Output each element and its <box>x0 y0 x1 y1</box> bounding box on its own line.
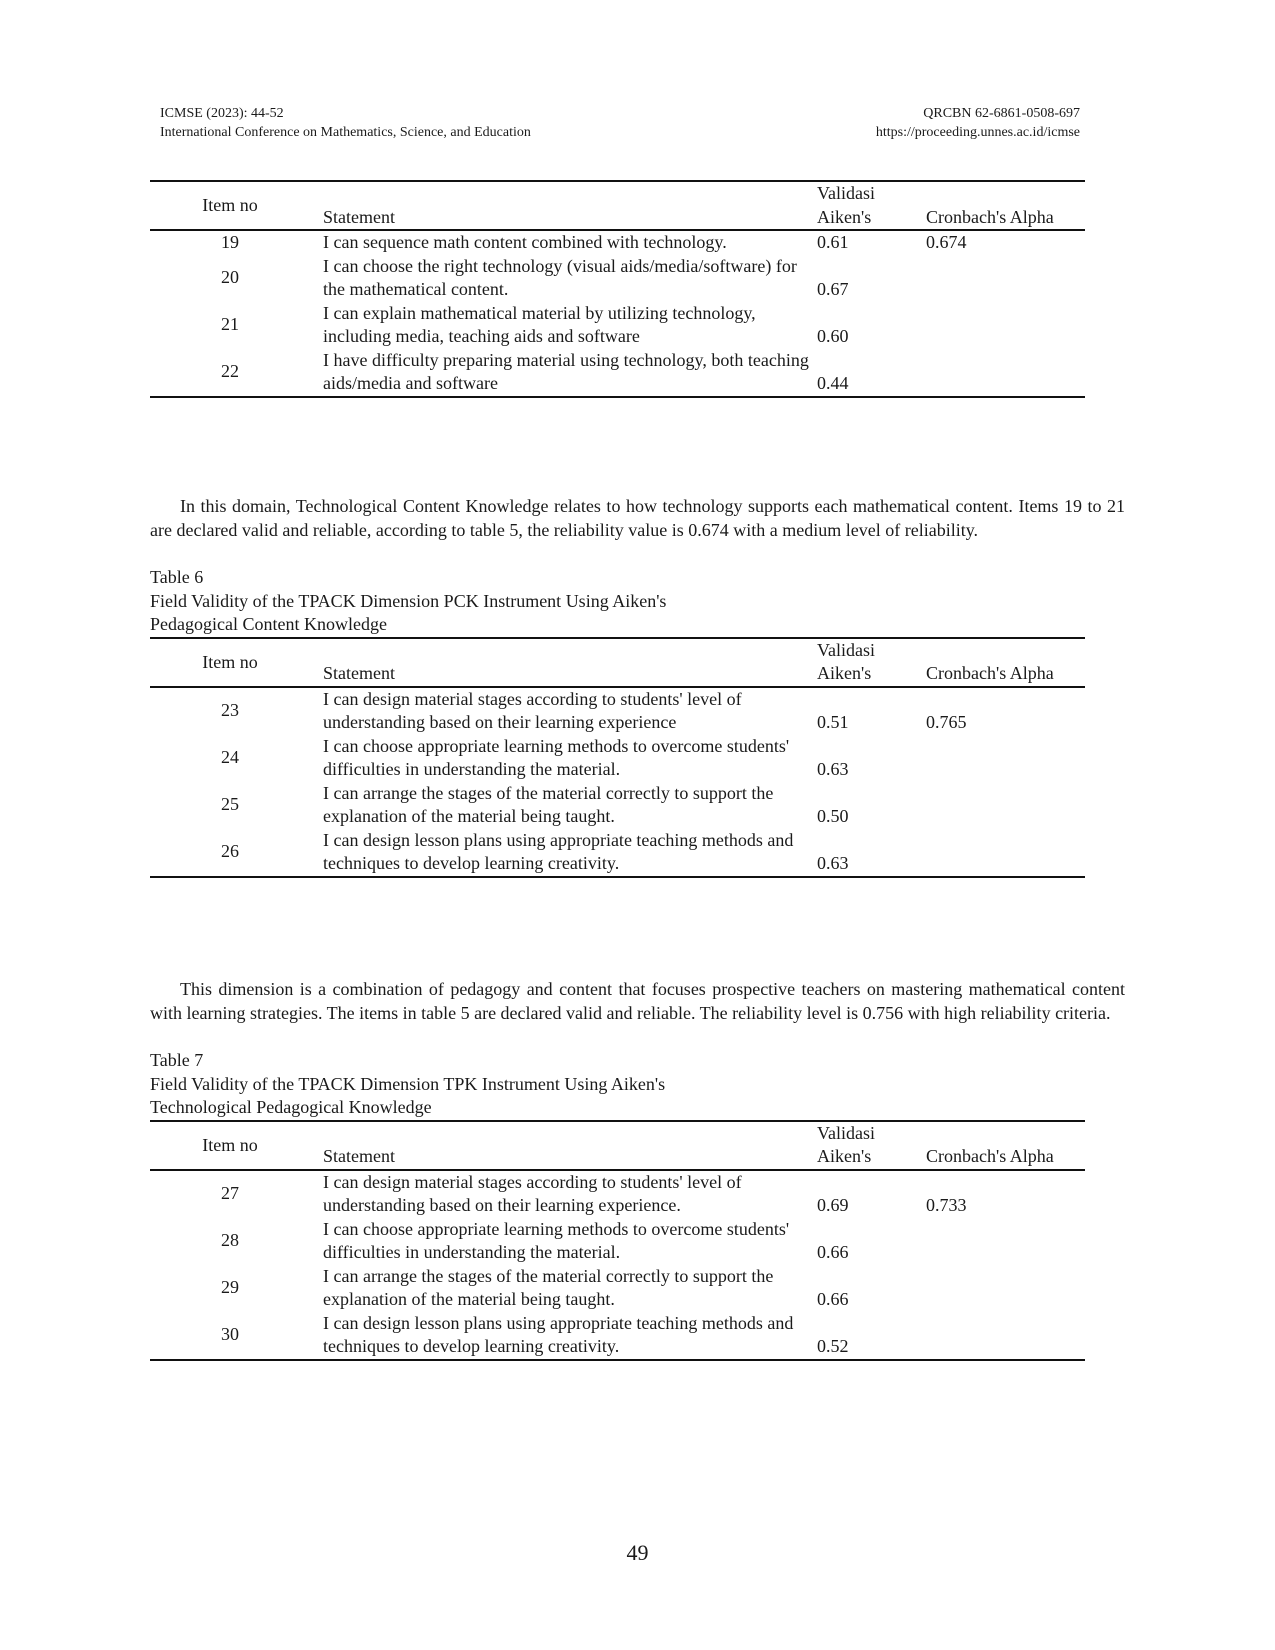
table-6 <box>150 637 1085 878</box>
aiken-value: 0.50 <box>817 806 849 826</box>
item-statement: I can choose the right technology (visual aids/media/software) for the mathematical content. <box>323 255 797 299</box>
aiken-value: 0.66 <box>817 1289 849 1309</box>
aiken-value: 0.66 <box>817 1242 849 1262</box>
item-number: 30 <box>221 1324 239 1345</box>
table-7-block <box>150 1049 1085 1361</box>
header-cronbach-alpha: Cronbach's Alpha <box>926 663 1054 683</box>
item-statement: I can choose appropriate learning methods to overcome students' difficulties in understanding the material. <box>323 735 790 779</box>
item-statement: I can arrange the stages of the material correctly to support the explanation of the material being taught. <box>323 1265 774 1309</box>
proceeding-url: https://proceeding.unnes.ac.id/icmse <box>875 125 1080 140</box>
table-row <box>150 230 1085 255</box>
item-number: 22 <box>221 361 239 382</box>
table-header-row <box>150 181 1085 230</box>
alpha-value <box>926 349 1085 397</box>
aiken-value: 0.44 <box>817 373 849 393</box>
table-7-title: Field Validity of the TPACK Dimension TPK Instrument Using Aiken's <box>150 1073 666 1094</box>
table-7-subtitle: Technological Pedagogical Knowledge <box>150 1097 432 1117</box>
aiken-value: 0.69 <box>817 1195 849 1215</box>
table-row <box>150 1265 1085 1312</box>
header-validasi-line1: Validasi <box>817 1122 875 1143</box>
header-statement: Statement <box>323 1146 395 1166</box>
table-header-row <box>150 1121 1085 1170</box>
table-header-row <box>150 638 1085 687</box>
item-number: 23 <box>221 700 239 721</box>
item-statement: I can explain mathematical material by utilizing technology, including media, teaching aids and software <box>323 302 756 346</box>
table-row <box>150 735 1085 782</box>
qrcbn-number: QRCBN 62-6861-0508-697 <box>923 106 1080 121</box>
item-number: 20 <box>221 267 239 288</box>
item-statement: I can design lesson plans using appropriate teaching methods and techniques to develop learning creativity. <box>323 829 794 873</box>
item-number: 19 <box>221 232 239 252</box>
table-row <box>150 1170 1085 1218</box>
item-statement: I can design material stages according to students' level of understanding based on their learning experience <box>323 688 742 732</box>
item-number: 24 <box>221 747 239 768</box>
aiken-value: 0.63 <box>817 853 849 873</box>
item-statement: I can choose appropriate learning methods to overcome students' difficulties in understanding the material. <box>323 1218 790 1262</box>
item-number: 26 <box>221 841 239 862</box>
alpha-value <box>926 735 1085 782</box>
body-paragraph-1 <box>150 495 1125 542</box>
item-statement: I can design lesson plans using appropriate teaching methods and techniques to develop learning creativity. <box>323 1312 794 1356</box>
header-cronbach-alpha: Cronbach's Alpha <box>926 206 1054 227</box>
header-validasi-line2: Aiken's <box>817 663 872 683</box>
item-statement: I can arrange the stages of the material correctly to support the explanation of the material being taught. <box>323 782 774 826</box>
item-statement: I have difficulty preparing material using technology, both teaching aids/media and software <box>323 349 809 393</box>
aiken-value: 0.67 <box>817 279 849 299</box>
aiken-value: 0.60 <box>817 326 849 346</box>
aiken-value: 0.63 <box>817 759 849 779</box>
paragraph-text: In this domain, Technological Content Knowledge relates to how technology supports each mathematical content. Items 19 to 21 are declared valid and reliable, according to table 5, the reliability value is 0.674 with a medium level of reliability. <box>150 496 1125 540</box>
alpha-value <box>926 302 1085 349</box>
item-number: 29 <box>221 1277 239 1298</box>
header-item-no: Item no <box>202 651 258 672</box>
aiken-value: 0.61 <box>817 232 849 252</box>
header-cronbach-alpha: Cronbach's Alpha <box>926 1146 1054 1166</box>
item-number: 28 <box>221 1230 239 1251</box>
header-validasi-line2: Aiken's <box>817 1146 872 1166</box>
header-statement: Statement <box>323 206 395 227</box>
header-statement: Statement <box>323 663 395 683</box>
alpha-value <box>926 829 1085 877</box>
item-number: 21 <box>221 314 239 335</box>
header-item-no: Item no <box>202 1134 258 1155</box>
alpha-value: 0.733 <box>926 1195 967 1215</box>
table-6-label: Table 6 <box>150 567 204 587</box>
page-number: 49 <box>626 1540 649 1565</box>
table-row <box>150 349 1085 397</box>
header-item-no: Item no <box>202 195 258 215</box>
item-statement: I can design material stages according to students' level of understanding based on their learning experience. <box>323 1171 742 1215</box>
body-paragraph-2 <box>150 978 1125 1025</box>
table-row <box>150 302 1085 349</box>
header-validasi <box>817 638 926 687</box>
table-row <box>150 782 1085 829</box>
running-header-left <box>160 104 531 142</box>
table-row <box>150 829 1085 877</box>
paragraph-text: This dimension is a combination of pedagogy and content that focuses prospective teachers on mastering mathematical content with learning strategies. The items in table 5 are declared valid and reliable. The reliability level is 0.756 with high reliability criteria. <box>150 979 1125 1023</box>
table-row <box>150 1218 1085 1265</box>
alpha-value <box>926 1265 1085 1312</box>
item-number: 25 <box>221 794 239 815</box>
alpha-value: 0.765 <box>926 712 967 732</box>
table-6-title: Field Validity of the TPACK Dimension PCK Instrument Using Aiken's <box>150 590 667 611</box>
running-header-right <box>876 104 1080 142</box>
alpha-value: 0.674 <box>926 232 967 252</box>
table-5-block <box>150 180 1085 398</box>
aiken-value: 0.51 <box>817 712 849 732</box>
table-row <box>150 255 1085 302</box>
header-validasi-line1: Validasi <box>817 639 875 660</box>
table-6-subtitle: Pedagogical Content Knowledge <box>150 614 387 634</box>
alpha-value <box>926 255 1085 302</box>
header-validasi <box>817 1121 926 1170</box>
header-validasi-line2: Aiken's <box>817 206 872 227</box>
table-row <box>150 687 1085 735</box>
table-row <box>150 1312 1085 1360</box>
aiken-value: 0.52 <box>817 1336 849 1356</box>
alpha-value <box>926 1312 1085 1360</box>
item-number: 27 <box>221 1183 239 1204</box>
table-5 <box>150 180 1085 398</box>
table-6-block <box>150 566 1085 878</box>
header-validasi-line1: Validasi <box>817 183 875 203</box>
conference-name: International Conference on Mathematics, Science, and Education <box>160 125 531 140</box>
alpha-value <box>926 782 1085 829</box>
table-7-label: Table 7 <box>150 1050 204 1070</box>
item-statement: I can sequence math content combined with technology. <box>323 232 727 252</box>
table-7 <box>150 1120 1085 1361</box>
alpha-value <box>926 1218 1085 1265</box>
conference-citation: ICMSE (2023): 44-52 <box>160 106 284 121</box>
header-validasi <box>817 181 926 230</box>
